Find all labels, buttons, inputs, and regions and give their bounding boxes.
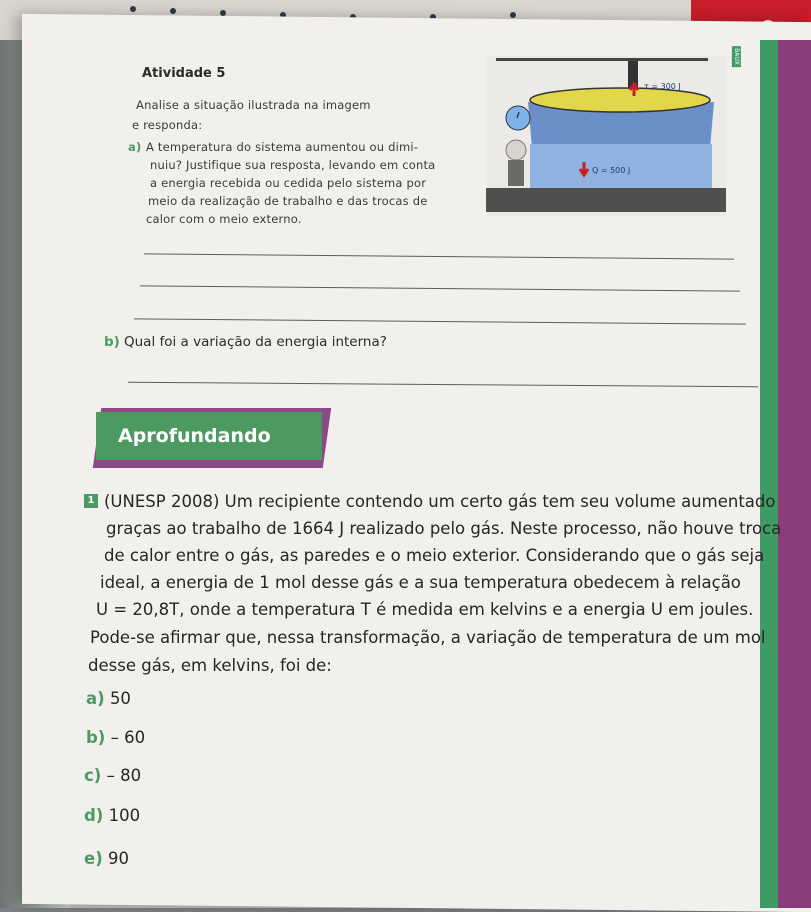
- item-b-text: Qual foi a variação da energia interna?: [124, 334, 387, 350]
- option-e-letter: e): [84, 849, 103, 868]
- option-a[interactable]: [86, 689, 131, 708]
- item-a-line5: calor com o meio externo.: [146, 212, 302, 226]
- question-line-3: de calor entre o gás, as paredes e o meio exterior. Considerando que o gás seja: [104, 546, 765, 565]
- question-line-4: ideal, a energia de 1 mol desse gás e a sua temperatura obedecem à relação: [100, 573, 741, 592]
- page-tab-label: BAUX: [732, 48, 740, 65]
- item-a-line3: a energia recebida ou cedida pelo sistema por: [150, 176, 427, 190]
- piston-illustration: [486, 56, 726, 216]
- question-line-5: U = 20,8T, onde a temperatura T é medida em kelvins e a energia U em joules.: [96, 600, 754, 619]
- item-b-label: b): [104, 334, 120, 350]
- option-e-value: 90: [107, 849, 129, 868]
- activity-intro-line2: e responda:: [132, 118, 203, 132]
- option-d[interactable]: [84, 806, 140, 825]
- option-b-value: – 60: [110, 728, 146, 747]
- activity-intro-line1: Analise a situação ilustrada na imagem: [136, 98, 371, 112]
- option-a-letter: a): [86, 689, 105, 708]
- question-line-2: graças ao trabalho de 1664 J realizado pelo gás. Neste processo, não houve troca: [106, 519, 782, 538]
- option-c-letter: c): [84, 766, 102, 785]
- option-a-value: 50: [109, 689, 131, 708]
- activity-title: Atividade 5: [142, 66, 226, 81]
- item-a-line1: A temperatura do sistema aumentou ou dimi-: [146, 140, 419, 154]
- question-line-6: Pode-se afirmar que, nessa transformação, a variação de temperatura de um mol: [90, 628, 766, 647]
- question-number: 1: [84, 494, 98, 508]
- option-d-letter: d): [84, 806, 104, 825]
- question-line-7: desse gás, em kelvins, foi de:: [88, 656, 332, 675]
- item-a-line4: meio da realização de trabalho e das trocas de: [148, 194, 428, 208]
- section-banner: Aprofundando: [96, 412, 322, 460]
- question-line-1: (UNESP 2008) Um recipiente contendo um certo gás tem seu volume aumentado: [104, 492, 776, 511]
- option-c[interactable]: [84, 766, 141, 785]
- option-e[interactable]: [84, 849, 129, 868]
- page-side-bands: [751, 40, 811, 908]
- item-a-label: a): [128, 140, 142, 154]
- option-c-value: – 80: [106, 766, 142, 785]
- heat-label: Q = 500 J: [592, 166, 631, 175]
- item-a-line2: nuiu? Justifique sua resposta, levando em conta: [150, 158, 436, 172]
- option-b-letter: b): [86, 728, 106, 747]
- option-d-value: 100: [108, 806, 141, 825]
- work-label: τ = 300 J: [644, 82, 681, 91]
- option-b[interactable]: [86, 728, 145, 747]
